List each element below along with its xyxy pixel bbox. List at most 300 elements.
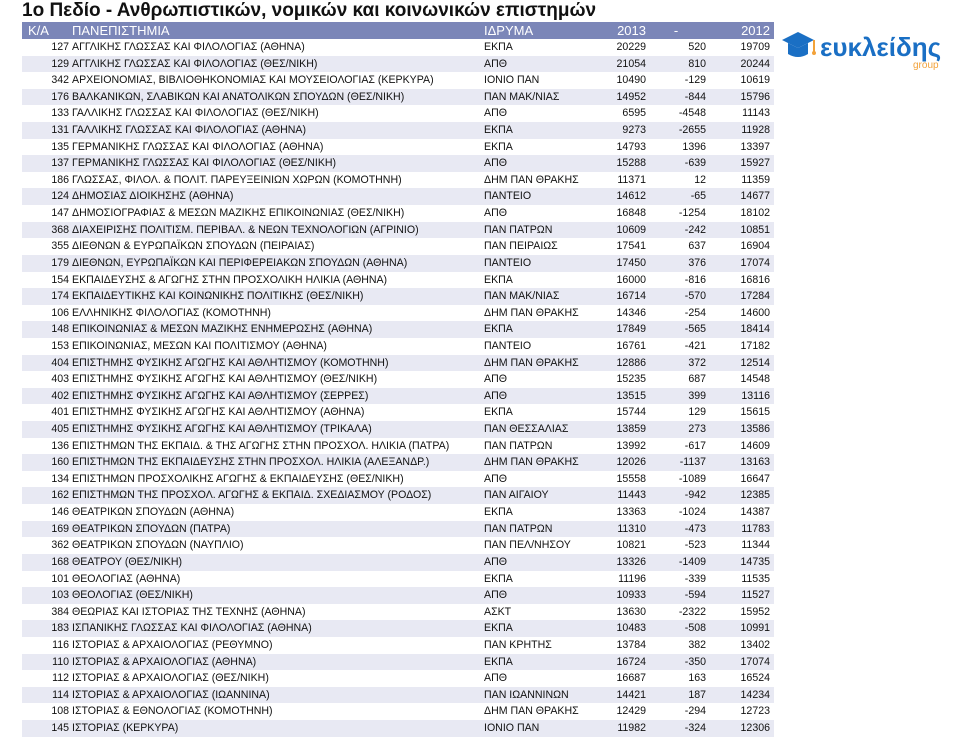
row-difference: 187 xyxy=(688,688,706,701)
row-value-2012: 15952 xyxy=(740,605,770,618)
table-row xyxy=(22,89,774,106)
row-department: ΔΗΜΟΣΙΟΓΡΑΦΙΑΣ & ΜΕΣΩΝ ΜΑΖΙΚΗΣ ΕΠΙΚΟΙΝΩΝΙΑΣ (ΘΕΣ/ΝΙΚΗ) xyxy=(72,207,405,220)
table-row xyxy=(22,105,774,122)
row-value-2012: 15615 xyxy=(740,406,770,419)
row-value-2013: 11371 xyxy=(617,173,646,186)
table-row xyxy=(22,155,774,172)
row-department: ΙΣΤΟΡΙΑΣ & ΑΡΧΑΙΟΛΟΓΙΑΣ (ΑΘΗΝΑ) xyxy=(72,655,257,668)
logo-text: ευκλείδης xyxy=(820,32,942,62)
table-row xyxy=(22,172,774,189)
row-code: 101 xyxy=(51,572,69,585)
row-value-2012: 16647 xyxy=(740,472,770,485)
row-value-2013: 20229 xyxy=(616,41,646,53)
row-department: ΕΠΙΚΟΙΝΩΝΙΑΣ & ΜΕΣΩΝ ΜΑΖΙΚΗΣ ΕΝΗΜΕΡΩΣΗΣ (ΑΘΗΝΑ) xyxy=(72,323,373,336)
row-difference: 810 xyxy=(688,57,706,70)
row-institution: ΑΣΚΤ xyxy=(484,605,512,618)
admissions-table xyxy=(22,22,774,737)
row-value-2012: 19709 xyxy=(740,41,770,53)
row-institution: ΔΗΜ ΠΑΝ ΘΡΑΚΗΣ xyxy=(484,356,579,369)
row-value-2013: 14793 xyxy=(616,140,646,153)
row-value-2013: 17849 xyxy=(616,323,646,336)
row-institution: ΕΚΠΑ xyxy=(484,140,513,153)
row-value-2013: 13515 xyxy=(616,389,646,402)
row-value-2012: 11928 xyxy=(741,124,770,137)
table-row xyxy=(22,238,774,255)
row-department: ΙΣΠΑΝΙΚΗΣ ΓΛΩΣΣΑΣ ΚΑΙ ΦΙΛΟΛΟΓΙΑΣ (ΑΘΗΝΑ) xyxy=(72,622,312,635)
row-institution: ΠΑΝΤΕΙΟ xyxy=(484,256,532,269)
row-department: ΕΚΠΑΙΔΕΥΣΗΣ & ΑΓΩΓΗΣ ΣΤΗΝ ΠΡΟΣΧΟΛΙΚΗ ΗΛΙΚΙΑ (ΑΘΗΝΑ) xyxy=(72,273,388,286)
table-row xyxy=(22,604,774,621)
eukleidis-group-logo xyxy=(778,26,956,70)
row-department: ΘΕΑΤΡΟΥ (ΘΕΣ/ΝΙΚΗ) xyxy=(72,555,183,568)
table-row xyxy=(22,255,774,272)
row-difference: -324 xyxy=(684,721,706,734)
row-difference: -1254 xyxy=(678,207,706,220)
row-code: 131 xyxy=(51,124,69,137)
row-code: 137 xyxy=(51,157,69,170)
table-row xyxy=(22,404,774,421)
row-value-2013: 17450 xyxy=(616,256,646,269)
row-value-2012: 12723 xyxy=(740,705,770,718)
row-department: ΔΗΜΟΣΙΑΣ ΔΙΟΙΚΗΣΗΣ (ΑΘΗΝΑ) xyxy=(72,190,234,203)
row-code: 153 xyxy=(51,339,69,352)
row-difference: 273 xyxy=(688,423,706,436)
row-code: 136 xyxy=(51,439,69,452)
row-institution: ΠΑΝ ΠΕΛ/ΝΗΣΟΥ xyxy=(484,539,571,552)
row-value-2013: 13992 xyxy=(616,439,646,452)
row-value-2012: 16904 xyxy=(740,240,770,253)
row-department: ΘΕΑΤΡΙΚΩΝ ΣΠΟΥΔΩΝ (ΠΑΤΡΑ) xyxy=(72,522,231,535)
row-value-2013: 13326 xyxy=(616,555,646,568)
row-code: 133 xyxy=(51,107,69,120)
row-institution: ΠΑΝ ΜΑΚ/ΝΙΑΣ xyxy=(484,90,560,103)
row-value-2013: 12026 xyxy=(616,456,646,469)
row-value-2013: 6595 xyxy=(622,107,646,120)
row-value-2013: 13859 xyxy=(616,423,646,436)
row-institution: ΕΚΠΑ xyxy=(484,41,513,53)
table-row xyxy=(22,554,774,571)
row-difference: 382 xyxy=(688,638,706,651)
row-value-2013: 13630 xyxy=(616,605,646,618)
table-row xyxy=(22,188,774,205)
row-department: ΕΛΛΗΝΙΚΗΣ ΦΙΛΟΛΟΓΙΑΣ (ΚΟΜΟΤΗΝΗ) xyxy=(72,306,271,319)
row-difference: -129 xyxy=(684,74,706,87)
row-value-2012: 10851 xyxy=(740,223,770,236)
row-value-2013: 10609 xyxy=(616,223,646,236)
table-row xyxy=(22,56,774,73)
row-value-2012: 15796 xyxy=(740,90,770,103)
row-institution: ΑΠΘ xyxy=(484,207,507,220)
row-code: 179 xyxy=(51,256,69,269)
row-value-2013: 14952 xyxy=(616,90,646,103)
row-difference: -473 xyxy=(684,522,706,535)
row-code: 384 xyxy=(51,605,69,618)
row-institution: ΕΚΠΑ xyxy=(484,124,513,137)
row-difference: -1089 xyxy=(678,472,706,485)
row-value-2012: 11359 xyxy=(741,173,770,186)
row-value-2012: 11527 xyxy=(741,589,770,602)
row-difference: 163 xyxy=(688,672,706,685)
row-value-2012: 16524 xyxy=(740,672,770,685)
table-row xyxy=(22,504,774,521)
row-difference: 637 xyxy=(688,240,706,253)
row-department: ΒΑΛΚΑΝΙΚΩΝ, ΣΛΑΒΙΚΩΝ ΚΑΙ ΑΝΑΤΟΛΙΚΩΝ ΣΠΟΥΔΩΝ (ΘΕΣ/ΝΙΚΗ) xyxy=(72,90,405,103)
row-department: ΓΑΛΛΙΚΗΣ ΓΛΩΣΣΑΣ ΚΑΙ ΦΙΛΟΛΟΓΙΑΣ (ΘΕΣ/ΝΙΚΗ) xyxy=(72,107,319,120)
row-difference: 687 xyxy=(688,373,706,386)
row-value-2013: 21054 xyxy=(616,57,646,70)
row-value-2013: 13363 xyxy=(616,506,646,519)
row-institution: ΕΚΠΑ xyxy=(484,506,513,519)
table-row xyxy=(22,703,774,720)
row-institution: ΑΠΘ xyxy=(484,107,507,120)
row-difference: -2322 xyxy=(678,605,706,618)
row-code: 145 xyxy=(51,721,69,734)
row-difference: -617 xyxy=(684,439,706,452)
row-difference: -4548 xyxy=(678,107,706,120)
row-value-2013: 12886 xyxy=(616,356,646,369)
table-row xyxy=(22,438,774,455)
row-code: 160 xyxy=(51,456,69,469)
row-institution: ΠΑΝ ΠΑΤΡΩΝ xyxy=(484,522,553,535)
row-code: 176 xyxy=(51,90,69,103)
row-difference: -639 xyxy=(684,157,706,170)
row-value-2013: 16714 xyxy=(616,290,646,303)
table-row xyxy=(22,321,774,338)
row-difference: -421 xyxy=(684,339,706,352)
row-difference: -1024 xyxy=(678,506,706,519)
row-value-2012: 20244 xyxy=(740,57,770,70)
table-row xyxy=(22,587,774,604)
row-value-2012: 17074 xyxy=(740,655,770,668)
row-department: ΓΛΩΣΣΑΣ, ΦΙΛΟΛ. & ΠΟΛΙΤ. ΠΑΡΕΥΞΕΙΝΙΩΝ ΧΩΡΩΝ (ΚΟΜΟΤΗΝΗ) xyxy=(72,173,402,186)
row-difference: -816 xyxy=(684,273,706,286)
row-department: ΙΣΤΟΡΙΑΣ & ΕΘΝΟΛΟΓΙΑΣ (ΚΟΜΟΤΗΝΗ) xyxy=(72,705,273,718)
row-code: 169 xyxy=(51,522,69,535)
row-difference: 399 xyxy=(688,389,706,402)
row-code: 129 xyxy=(51,57,69,70)
row-department: ΔΙΕΘΝΩΝ & ΕΥΡΩΠΑΪΚΩΝ ΣΠΟΥΔΩΝ (ΠΕΙΡΑΙΑΣ) xyxy=(72,240,315,253)
table-body xyxy=(22,39,774,737)
row-institution: ΕΚΠΑ xyxy=(484,655,513,668)
row-institution: ΑΠΘ xyxy=(484,57,507,70)
row-value-2013: 9273 xyxy=(622,124,646,137)
row-department: ΕΠΙΣΤΗΜΩΝ ΤΗΣ ΠΡΟΣΧΟΛ. ΑΓΩΓΗΣ & ΕΚΠΑΙΔ. ΣΧΕΔΙΑΣΜΟΥ (ΡΟΔΟΣ) xyxy=(72,489,432,502)
header-dash: - xyxy=(673,23,679,38)
header-year-2012: 2012 xyxy=(741,23,770,38)
row-code: 186 xyxy=(51,173,69,186)
table-row xyxy=(22,521,774,538)
logo-subtext: group xyxy=(913,60,939,71)
row-department: ΕΠΙΣΤΗΜΗΣ ΦΥΣΙΚΗΣ ΑΓΩΓΗΣ ΚΑΙ ΑΘΛΗΤΙΣΜΟΥ (ΚΟΜΟΤΗΝΗ) xyxy=(72,356,389,369)
row-institution: ΙΟΝΙΟ ΠΑΝ xyxy=(484,721,540,734)
row-value-2013: 10821 xyxy=(616,539,646,552)
row-institution: ΠΑΝ ΠΑΤΡΩΝ xyxy=(484,439,553,452)
header-institution: ΙΔΡΥΜΑ xyxy=(484,23,534,38)
row-department: ΓΕΡΜΑΝΙΚΗΣ ΓΛΩΣΣΑΣ ΚΑΙ ΦΙΛΟΛΟΓΙΑΣ (ΘΕΣ/ΝΙΚΗ) xyxy=(72,157,337,170)
row-value-2012: 17284 xyxy=(740,290,770,303)
row-difference: 1396 xyxy=(682,140,706,153)
page-title: 1ο Πεδίο - Ανθρωπιστικών, νομικών και κοινωνικών επιστημών xyxy=(22,0,597,21)
row-institution: ΔΗΜ ΠΑΝ ΘΡΑΚΗΣ xyxy=(484,306,579,319)
row-value-2012: 14735 xyxy=(740,555,770,568)
row-department: ΔΙΑΧΕΙΡΙΣΗΣ ΠΟΛΙΤΙΣΜ. ΠΕΡΙΒΑΛ. & ΝΕΩΝ ΤΕΧΝΟΛΟΓΙΩΝ (ΑΓΡΙΝΙΟ) xyxy=(72,223,419,236)
row-department: ΙΣΤΟΡΙΑΣ (ΚΕΡΚΥΡΑ) xyxy=(72,721,179,734)
table-row xyxy=(22,371,774,388)
row-institution: ΔΗΜ ΠΑΝ ΘΡΑΚΗΣ xyxy=(484,173,579,186)
row-code: 402 xyxy=(51,389,69,402)
row-value-2012: 12306 xyxy=(740,721,770,734)
row-value-2012: 14609 xyxy=(740,439,770,452)
row-institution: ΠΑΝΤΕΙΟ xyxy=(484,339,532,352)
row-code: 401 xyxy=(51,406,69,419)
table-row xyxy=(22,388,774,405)
row-institution: ΑΠΘ xyxy=(484,389,507,402)
row-code: 405 xyxy=(51,423,69,436)
row-department: ΘΕΑΤΡΙΚΩΝ ΣΠΟΥΔΩΝ (ΑΘΗΝΑ) xyxy=(72,506,235,519)
row-code: 355 xyxy=(51,240,69,253)
row-institution: ΠΑΝ ΘΕΣΣΑΛΙΑΣ xyxy=(484,423,569,436)
row-value-2012: 14387 xyxy=(740,506,770,519)
row-value-2012: 13586 xyxy=(740,423,770,436)
table-row xyxy=(22,39,774,56)
row-department: ΑΓΓΛΙΚΗΣ ΓΛΩΣΣΑΣ ΚΑΙ ΦΙΛΟΛΟΓΙΑΣ (ΑΘΗΝΑ) xyxy=(72,41,305,53)
row-department: ΕΠΙΣΤΗΜΗΣ ΦΥΣΙΚΗΣ ΑΓΩΓΗΣ ΚΑΙ ΑΘΛΗΤΙΣΜΟΥ (ΣΕΡΡΕΣ) xyxy=(72,389,369,402)
row-difference: -570 xyxy=(684,290,706,303)
row-difference: -242 xyxy=(684,223,706,236)
row-value-2012: 17074 xyxy=(740,256,770,269)
row-department: ΓΑΛΛΙΚΗΣ ΓΛΩΣΣΑΣ ΚΑΙ ΦΙΛΟΛΟΓΙΑΣ (ΑΘΗΝΑ) xyxy=(72,124,306,137)
row-value-2013: 14346 xyxy=(616,306,646,319)
row-difference: -942 xyxy=(684,489,706,502)
row-code: 103 xyxy=(51,589,69,602)
row-code: 168 xyxy=(51,555,69,568)
row-department: ΕΠΙΚΟΙΝΩΝΙΑΣ, ΜΕΣΩΝ ΚΑΙ ΠΟΛΙΤΙΣΜΟΥ (ΑΘΗΝΑ) xyxy=(72,339,327,352)
row-department: ΑΓΓΛΙΚΗΣ ΓΛΩΣΣΑΣ ΚΑΙ ΦΙΛΟΛΟΓΙΑΣ (ΘΕΣ/ΝΙΚΗ) xyxy=(72,57,318,70)
row-value-2013: 17541 xyxy=(616,240,646,253)
row-difference: -350 xyxy=(684,655,706,668)
row-code: 362 xyxy=(51,539,69,552)
row-code: 174 xyxy=(51,290,69,303)
row-code: 124 xyxy=(51,190,69,203)
row-department: ΕΠΙΣΤΗΜΩΝ ΤΗΣ ΕΚΠΑΙΔΕΥΣΗΣ ΣΤΗΝ ΠΡΟΣΧΟΛ. ΗΛΙΚΙΑ (ΑΛΕΞΑΝΔΡ.) xyxy=(72,456,430,469)
row-difference: -254 xyxy=(684,306,706,319)
row-value-2012: 14600 xyxy=(740,306,770,319)
row-difference: -844 xyxy=(684,90,706,103)
table-row xyxy=(22,122,774,139)
row-value-2012: 16816 xyxy=(740,273,770,286)
row-difference: -594 xyxy=(684,589,706,602)
row-code: 162 xyxy=(51,489,69,502)
row-value-2013: 16687 xyxy=(616,672,646,685)
table-row xyxy=(22,670,774,687)
row-value-2013: 15288 xyxy=(616,157,646,170)
table-row xyxy=(22,421,774,438)
row-value-2012: 11344 xyxy=(741,539,770,552)
table-row xyxy=(22,637,774,654)
table-row xyxy=(22,620,774,637)
row-department: ΕΠΙΣΤΗΜΩΝ ΤΗΣ ΕΚΠΑΙΔ. & ΤΗΣ ΑΓΩΓΗΣ ΣΤΗΝ ΠΡΟΣΧΟΛ. ΗΛΙΚΙΑ (ΠΑΤΡΑ) xyxy=(72,439,450,452)
row-department: ΔΙΕΘΝΩΝ, ΕΥΡΩΠΑΪΚΩΝ ΚΑΙ ΠΕΡΙΦΕΡΕΙΑΚΩΝ ΣΠΟΥΔΩΝ (ΑΘΗΝΑ) xyxy=(72,256,408,269)
row-difference: -523 xyxy=(684,539,706,552)
row-code: 147 xyxy=(51,207,69,220)
row-value-2012: 13402 xyxy=(740,638,770,651)
row-value-2013: 12429 xyxy=(616,705,646,718)
table-row xyxy=(22,355,774,372)
row-institution: ΑΠΘ xyxy=(484,672,507,685)
row-value-2012: 12385 xyxy=(740,489,770,502)
table-row xyxy=(22,454,774,471)
row-value-2012: 11143 xyxy=(742,107,770,120)
row-value-2013: 15235 xyxy=(616,373,646,386)
row-code: 112 xyxy=(52,672,69,685)
row-value-2013: 10933 xyxy=(616,589,646,602)
row-institution: ΠΑΝ ΜΑΚ/ΝΙΑΣ xyxy=(484,290,560,303)
header-year-2013: 2013 xyxy=(617,23,646,38)
row-difference: -65 xyxy=(690,190,706,203)
row-value-2012: 11783 xyxy=(741,522,770,535)
row-department: ΕΠΙΣΤΗΜΩΝ ΠΡΟΣΧΟΛΙΚΗΣ ΑΓΩΓΗΣ & ΕΚΠΑΙΔΕΥΣΗΣ (ΘΕΣ/ΝΙΚΗ) xyxy=(72,472,404,485)
row-value-2013: 16761 xyxy=(616,339,646,352)
row-department: ΘΕΩΡΙΑΣ ΚΑΙ ΙΣΤΟΡΙΑΣ ΤΗΣ ΤΕΧΝΗΣ (ΑΘΗΝΑ) xyxy=(72,605,306,618)
row-institution: ΠΑΝΤΕΙΟ xyxy=(484,190,532,203)
row-institution: ΕΚΠΑ xyxy=(484,572,513,585)
row-code: 403 xyxy=(51,373,69,386)
table-row xyxy=(22,487,774,504)
row-institution: ΑΠΘ xyxy=(484,472,507,485)
row-value-2013: 10490 xyxy=(616,74,646,87)
row-code: 116 xyxy=(52,638,69,651)
row-value-2013: 10483 xyxy=(616,622,646,635)
row-value-2013: 11310 xyxy=(617,522,646,535)
row-institution: ΑΠΘ xyxy=(484,555,507,568)
row-institution: ΔΗΜ ΠΑΝ ΘΡΑΚΗΣ xyxy=(484,456,579,469)
row-code: 404 xyxy=(51,356,69,369)
mortarboard-icon xyxy=(782,32,816,57)
row-department: ΑΡΧΕΙΟΝΟΜΙΑΣ, ΒΙΒΛΙΟΘΗΚΟΝΟΜΙΑΣ ΚΑΙ ΜΟΥΣΕΙΟΛΟΓΙΑΣ (ΚΕΡΚΥΡΑ) xyxy=(72,74,434,87)
table-row xyxy=(22,205,774,222)
row-difference: -508 xyxy=(684,622,706,635)
row-value-2012: 14234 xyxy=(740,688,770,701)
table-row xyxy=(22,571,774,588)
row-value-2013: 15744 xyxy=(616,406,646,419)
row-value-2013: 11196 xyxy=(618,572,646,585)
row-difference: -294 xyxy=(684,705,706,718)
row-difference: 372 xyxy=(688,356,706,369)
table-row xyxy=(22,537,774,554)
row-department: ΙΣΤΟΡΙΑΣ & ΑΡΧΑΙΟΛΟΓΙΑΣ (ΘΕΣ/ΝΙΚΗ) xyxy=(72,672,269,685)
row-value-2013: 16848 xyxy=(616,207,646,220)
row-department: ΘΕΑΤΡΙΚΩΝ ΣΠΟΥΔΩΝ (ΝΑΥΠΛΙΟ) xyxy=(72,539,244,552)
row-department: ΕΠΙΣΤΗΜΗΣ ΦΥΣΙΚΗΣ ΑΓΩΓΗΣ ΚΑΙ ΑΘΛΗΤΙΣΜΟΥ (ΑΘΗΝΑ) xyxy=(72,406,365,419)
row-value-2012: 12514 xyxy=(740,356,770,369)
row-code: 108 xyxy=(51,705,69,718)
row-institution: ΠΑΝ ΑΙΓΑΙΟΥ xyxy=(484,489,549,502)
row-code: 106 xyxy=(51,306,69,319)
row-value-2013: 16000 xyxy=(616,273,646,286)
row-department: ΘΕΟΛΟΓΙΑΣ (ΘΕΣ/ΝΙΚΗ) xyxy=(72,589,193,602)
row-department: ΕΠΙΣΤΗΜΗΣ ΦΥΣΙΚΗΣ ΑΓΩΓΗΣ ΚΑΙ ΑΘΛΗΤΙΣΜΟΥ (ΤΡΙΚΑΛΑ) xyxy=(72,423,372,436)
table-row xyxy=(22,72,774,89)
row-code: 148 xyxy=(51,323,69,336)
row-difference: 376 xyxy=(688,256,706,269)
table-row xyxy=(22,471,774,488)
table-row xyxy=(22,288,774,305)
row-code: 342 xyxy=(51,74,69,87)
table-row xyxy=(22,687,774,704)
row-value-2013: 15558 xyxy=(616,472,646,485)
row-institution: ΕΚΠΑ xyxy=(484,622,513,635)
row-department: ΓΕΡΜΑΝΙΚΗΣ ΓΛΩΣΣΑΣ ΚΑΙ ΦΙΛΟΛΟΓΙΑΣ (ΑΘΗΝΑ) xyxy=(72,140,324,153)
row-code: 154 xyxy=(51,273,69,286)
row-department: ΘΕΟΛΟΓΙΑΣ (ΑΘΗΝΑ) xyxy=(72,572,181,585)
row-code: 110 xyxy=(52,655,69,668)
row-value-2013: 14612 xyxy=(616,190,646,203)
row-institution: ΕΚΠΑ xyxy=(484,406,513,419)
table-row xyxy=(22,338,774,355)
row-code: 183 xyxy=(51,622,69,635)
row-institution: ΙΟΝΙΟ ΠΑΝ xyxy=(484,74,540,87)
row-value-2012: 10991 xyxy=(740,622,770,635)
row-department: ΙΣΤΟΡΙΑΣ & ΑΡΧΑΙΟΛΟΓΙΑΣ (ΡΕΘΥΜΝΟ) xyxy=(72,638,273,651)
row-difference: -565 xyxy=(684,323,706,336)
row-value-2012: 14548 xyxy=(740,373,770,386)
row-value-2013: 11982 xyxy=(617,721,646,734)
row-code: 368 xyxy=(51,223,69,236)
row-value-2012: 13116 xyxy=(741,389,770,402)
row-value-2012: 11535 xyxy=(741,572,770,585)
table-row xyxy=(22,720,774,737)
row-institution: ΕΚΠΑ xyxy=(484,323,513,336)
table-row xyxy=(22,272,774,289)
row-difference: 520 xyxy=(688,41,706,53)
row-institution: ΑΠΘ xyxy=(484,589,507,602)
row-institution: ΠΑΝ ΙΩΑΝΝΙΝΩΝ xyxy=(484,688,569,701)
row-difference: -1409 xyxy=(678,555,706,568)
row-institution: ΑΠΘ xyxy=(484,157,507,170)
row-difference: 12 xyxy=(694,173,706,186)
row-value-2013: 11443 xyxy=(617,489,646,502)
row-value-2012: 18414 xyxy=(740,323,770,336)
row-value-2012: 14677 xyxy=(740,190,770,203)
row-value-2013: 13784 xyxy=(616,638,646,651)
row-value-2012: 17182 xyxy=(740,339,770,352)
row-value-2012: 10619 xyxy=(740,74,770,87)
row-code: 146 xyxy=(51,506,69,519)
row-institution: ΠΑΝ ΠΑΤΡΩΝ xyxy=(484,223,553,236)
row-value-2012: 13397 xyxy=(740,140,770,153)
row-institution: ΕΚΠΑ xyxy=(484,273,513,286)
row-code: 127 xyxy=(51,41,69,53)
row-difference: -2655 xyxy=(678,124,706,137)
row-value-2012: 18102 xyxy=(740,207,770,220)
row-department: ΙΣΤΟΡΙΑΣ & ΑΡΧΑΙΟΛΟΓΙΑΣ (ΙΩΑΝΝΙΝΑ) xyxy=(72,688,270,701)
row-department: ΕΠΙΣΤΗΜΗΣ ΦΥΣΙΚΗΣ ΑΓΩΓΗΣ ΚΑΙ ΑΘΛΗΤΙΣΜΟΥ (ΘΕΣ/ΝΙΚΗ) xyxy=(72,373,378,386)
table-row xyxy=(22,139,774,156)
row-department: ΕΚΠΑΙΔΕΥΤΙΚΗΣ ΚΑΙ ΚΟΙΝΩΝΙΚΗΣ ΠΟΛΙΤΙΚΗΣ (ΘΕΣ/ΝΙΚΗ) xyxy=(72,290,364,303)
row-value-2012: 13163 xyxy=(740,456,770,469)
row-difference: -1137 xyxy=(679,456,706,469)
table-row xyxy=(22,654,774,671)
header-university: ΠΑΝΕΠΙΣΤΗΜΙΑ xyxy=(72,23,170,38)
row-code: 135 xyxy=(51,140,69,153)
row-difference: 129 xyxy=(688,406,706,419)
row-institution: ΔΗΜ ΠΑΝ ΘΡΑΚΗΣ xyxy=(484,705,579,718)
table-header xyxy=(22,22,774,39)
row-institution: ΠΑΝ ΚΡΗΤΗΣ xyxy=(484,638,552,651)
row-difference: -339 xyxy=(684,572,706,585)
row-institution: ΠΑΝ ΠΕΙΡΑΙΩΣ xyxy=(484,240,558,253)
header-code: Κ/Α xyxy=(28,23,49,38)
